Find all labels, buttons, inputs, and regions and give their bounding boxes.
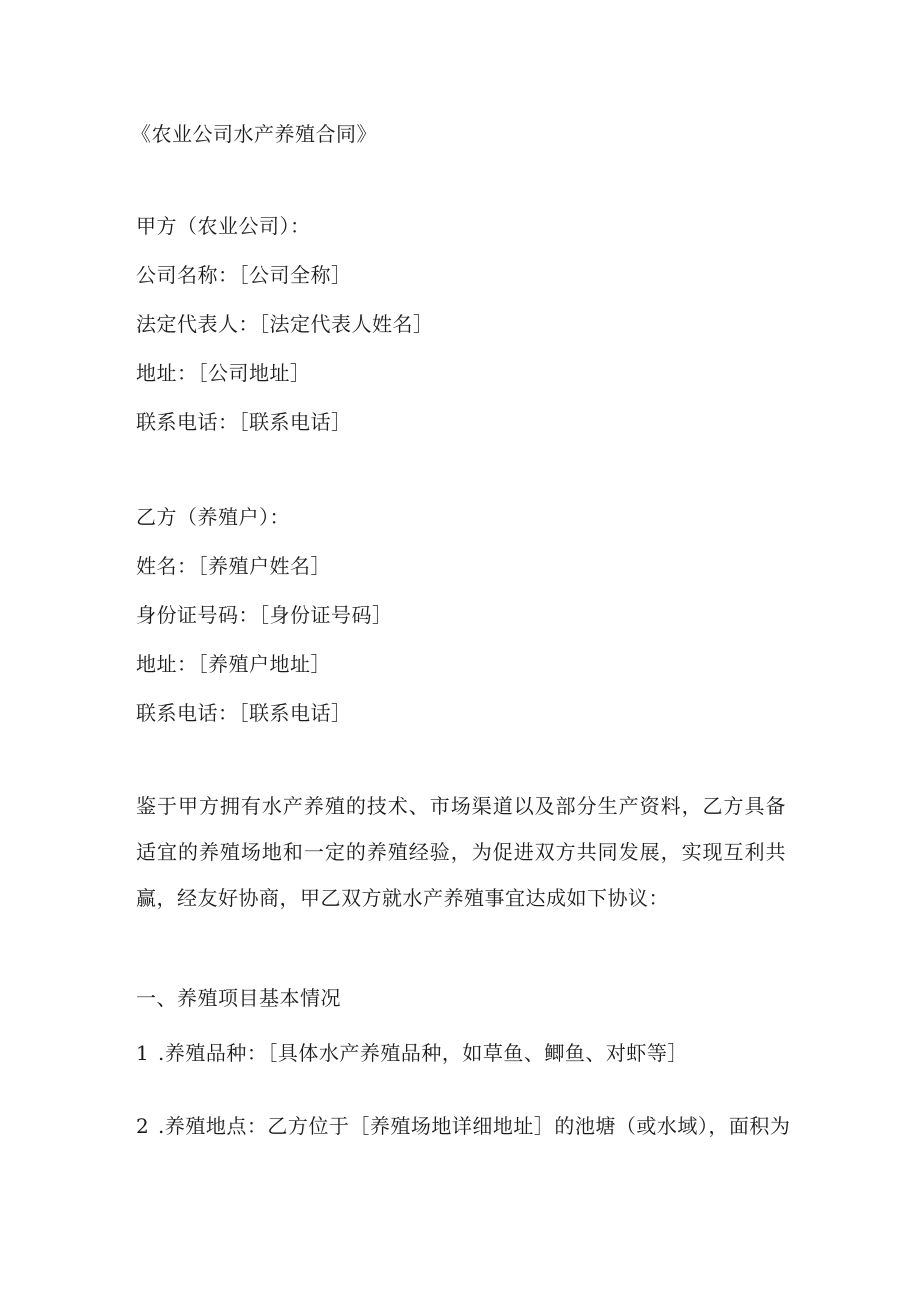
- party-a-legal-rep: 法定代表人：［法定代表人姓名］: [136, 312, 434, 336]
- party-b-id-number: 身份证号码：［身份证号码］: [136, 603, 393, 627]
- item-text: .养殖地点：乙方位于［养殖场地详细地址］的池塘（或水域），面积为: [158, 1114, 791, 1138]
- item-number: 1: [136, 1041, 150, 1065]
- party-a-address: 地址：［公司地址］: [136, 361, 311, 385]
- party-a-phone: 联系电话：［联系电话］: [136, 410, 352, 434]
- party-b-phone: 联系电话：［联系电话］: [136, 701, 352, 725]
- item-text: .养殖品种：［具体水产养殖品种，如草鱼、鲫鱼、对虾等］: [158, 1041, 688, 1065]
- party-b-address: 地址：［养殖户地址］: [136, 652, 331, 676]
- party-a-heading: 甲方（农业公司）：: [136, 214, 311, 238]
- section-1-heading: 一、养殖项目基本情况: [136, 986, 341, 1010]
- party-b-name: 姓名：［养殖户姓名］: [136, 554, 331, 578]
- party-a-company-name: 公司名称：［公司全称］: [136, 263, 352, 287]
- item-number: 2: [136, 1114, 150, 1138]
- preamble-paragraph: 鉴于甲方拥有水产养殖的技术、市场渠道以及部分生产资料，乙方具备适宜的养殖场地和一定的养殖经验，为促进双方共同发展，实现互利共赢，经友好协商，甲乙双方就水产养殖事宜达成如下协议：: [136, 794, 786, 910]
- document-title: 《农业公司水产养殖合同》: [131, 122, 377, 146]
- party-b-heading: 乙方（养殖户）：: [136, 505, 290, 529]
- section-1-item-2: [136, 1113, 790, 1139]
- section-1-item-1: [136, 1040, 688, 1066]
